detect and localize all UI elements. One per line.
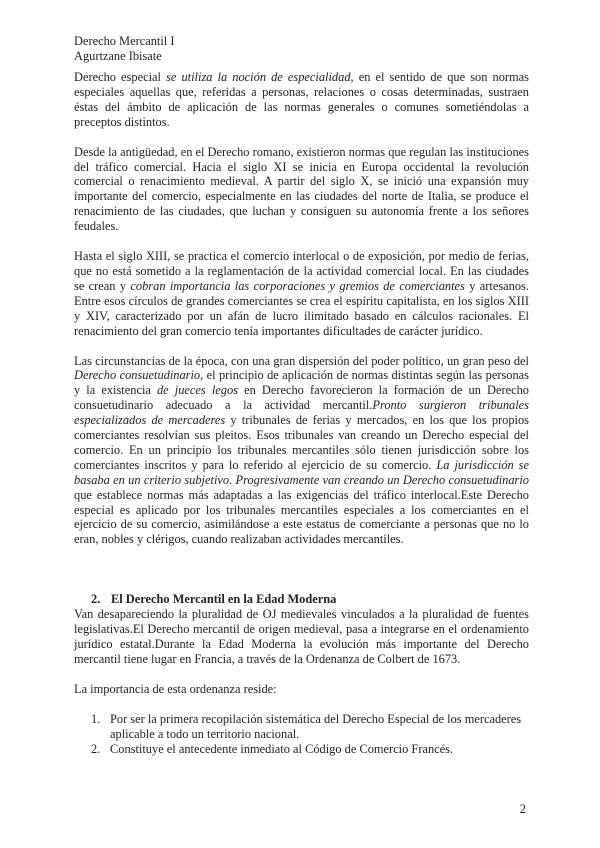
list-item <box>74 742 529 757</box>
paragraph-edad-moderna: Van desapareciendo la pluralidad de OJ medievales vinculados a la pluralidad de fuentes legislativas.El Derecho mercantil de origen medieval, pasa a integrarse en el ordenamiento jurídico estatal.Durante la Edad Moderna la evolución más importante del Derecho mercantil tiene lugar en Francia, a través de la Ordenanza de Colbert de 1673. <box>74 607 529 666</box>
text-run: y tribunales de ferias y mercados, en los que los propios comerciantes resolvían sus pleitos. Esos tribunales van creando un Derecho especial del comercio. En un principio los tribunales mercantiles sólo tienen jurisdicción sobre los comerciantes inscritos y para lo referido al ejercicio de su comercio. <box>74 413 529 472</box>
text-run: en Derecho favorecieron la formación de un Derecho consuetudinario adecuado a la actividad mercantil. <box>74 383 529 413</box>
emphasis-run: Pronto surgieron tribunales especializados de mercaderes <box>74 398 529 428</box>
numbered-list <box>74 712 529 757</box>
paragraph-circunstancias <box>74 354 529 548</box>
text-run: el principio de aplicación de normas distintas según las personas y la existencia <box>74 368 529 398</box>
document-body <box>74 70 529 757</box>
text-run: que establece normas más adaptadas a las exigencias del tráfico interlocal.Este Derecho especial es aplicado por los tribunales mercantiles especiales a los comerciantes en el ejercicio de su comercio, asimilándose a este estatus de comerciante a personas que no lo eran, nobles y clérigos, cuando realizaban actividades mercantiles. <box>74 487 529 547</box>
section-title: El Derecho Mercantil en la Edad Moderna <box>111 592 337 607</box>
text-run: Las circunstancias de la época, con una gran dispersión del poder político, un gran peso del <box>74 353 529 368</box>
text-run: Hasta el siglo XIII, se practica el comercio interlocal o de exposición, por medio de ferias, que no está sometido a la reglamentación de la actividad comercial local. En las ciudades se crean y <box>74 249 529 293</box>
text-run: Derecho especial <box>74 70 167 84</box>
list-item-number: 1. <box>91 711 101 726</box>
section-heading <box>91 592 529 607</box>
emphasis-run: de jueces legos <box>156 383 238 398</box>
paragraph-especialidad <box>74 70 529 130</box>
list-item-text: Constituye el antecedente inmediato al Código de Comercio Francés. <box>110 741 454 756</box>
header-course-title: Derecho Mercantil I <box>74 34 175 48</box>
paragraph-antiguedad: Desde la antigüedad, en el Derecho romano, existieron normas que regulan las instituciones del tráfico comercial. Hacia el siglo XI se inicia en Europa occidental la revolución comercial o renacimiento medieval. A partir del siglo X, se inició una expansión muy importante del comercio, especialmente en las ciudades del norte de Italia, se produce el renacimiento de las ciudades, que luchan y consiguen su autonomía frente a los señores feudales. <box>74 144 529 234</box>
list-item <box>74 712 529 742</box>
emphasis-run: se utiliza la noción de especialidad <box>166 70 351 84</box>
paragraph-siglo-xiii <box>74 249 529 338</box>
list-item-text: Por ser la primera recopilación sistemática del Derecho Especial de los mercaderes aplicable a todo un territorio nacional. <box>110 711 522 741</box>
paragraph-importancia: La importancia de esta ordenanza reside: <box>74 681 277 696</box>
section-number: 2. <box>91 592 101 607</box>
header-author: Agurtzane Ibisate <box>74 49 162 63</box>
page-header <box>74 34 174 64</box>
emphasis-run: Derecho consuetudinario, <box>74 368 204 383</box>
text-run: y artesanos. Entre esos círculos de grandes comerciantes se crea el espíritu capitalista, en los siglos XIII y XIV, caracterizado por un afán de lucro ilimitado basado en cálculos racionales. El renacimiento del gran comercio tenía importantes dificultades de carácter jurídico. <box>74 278 529 338</box>
emphasis-run: cobran importancia las corporaciones y gremios de comerciantes <box>130 278 465 293</box>
text-run: , en el sentido de que son normas especiales aquellas que, referidas a personas, relaciones o cosas determinadas, sustraen éstas del ámbito de aplicación de las normas generales o comunes sometiéndolas a preceptos distintos. <box>74 70 529 129</box>
list-item-number: 2. <box>91 741 101 756</box>
emphasis-run: La jurisdicción se basaba en un criterio subjetivo. Progresivamente van creando un Derecho consuetudinario <box>74 457 529 487</box>
page-number: 2 <box>519 802 526 816</box>
